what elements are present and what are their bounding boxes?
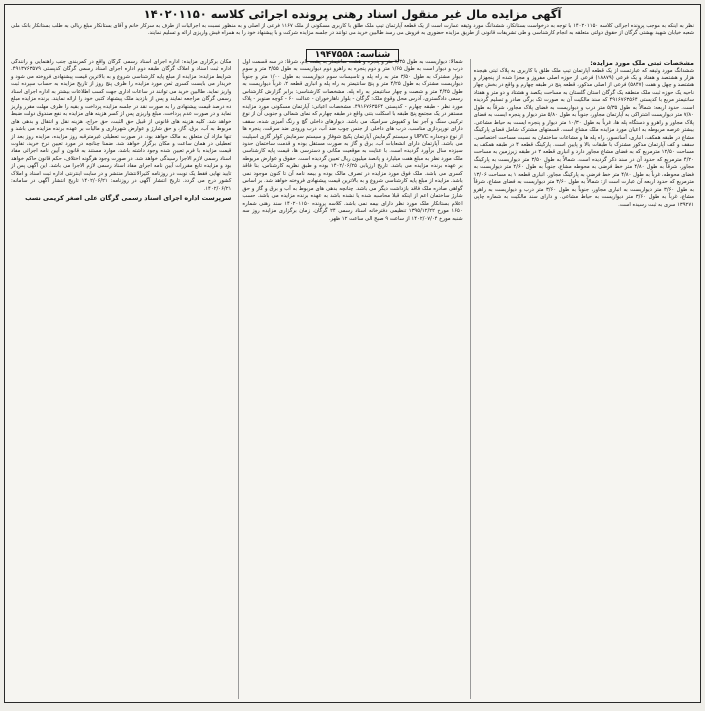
signature-line: سرپرست اداره اجرای اسناد رسمی گرگان علی اصغر کریمی نسب — [25, 194, 232, 203]
intro-paragraph: نظر به اینکه به موجب پرونده اجرائی کلاسه ۱۴۰۲۰۱۱۵۰ با توجه به درخواست بستانکار، ششدانگ مورد وثیقه عمارت است از یک قطعه آپارتمان تیپ ملک طلق با کاربری مسکونی از ملک ۱۱۶۷ فرعی از اصلی و به منظور نسبت به اجرائیات از طرف به سرکار خانم و آقای بستانکار مبلغ ریالی به طلب بستانکار بانک ملی شعبه خیابان شهید بهشتی گرگان از حقوق دولتی متعلقه به انجام کارشناسی و طی تشریفات قانونی از طریق مزایده حضوری به فروش می رسد طالبین خرید می توانند در جلسه مزایده شرکت و با پیشنهاد خود را به همراه فیش واریزی ارائه و تسلیم نمایند. — [11, 23, 694, 37]
column-middle — [238, 59, 465, 699]
column-text: شمالاً: دیواریست به طول ۷/۳۵ متر و پنجره و هشت سانتیمتر به پشت بام، شرقاً: در سه قسمت اول درب و دیوار است به طول ۱/۶۵ متر و دوم پنجره به راهرو دوم دیواریست به طول ۳/۵۵ متر و سوم دیوار مشترک به طول ۳/۵۰ متر به راه پله و تاسیسات سوم دیواریست به طول ۱/۰۰ متر و جنوباً دیواریست مشترک به طول ۴/۲۵ متر و پنج سانتیمتر به راه پله و انباری قطعه ۲، غرباً دیواریست به طول ۴/۴۵ متر و شصت و چهار سانتیمتر به راه پله. مشخصات کارشناسی: برابر گزارش کارشناس رسمی دادگستری، آدرس محل وقوع ملک: گرگان - بلوار ناهارخوران - عدالت ۶۰ - کوچه صنوبر - پلاک مورد نظر - طبقه چهارم - کدپستی ۴۹۱۶۷۶۳۵۶۴. مشخصات اعیانی: آپارتمان مسکونی مورد مزایده مستقر در یک مجتمع پنج طبقه با اسکلت بتنی واقع در طبقه چهارم که نمای شمالی و جنوبی آن از نوع ترکیبی سنگ و آجر نما و کفپوش سرامیک می باشد. دیوارهای داخلی گچ و رنگ آمیزی شده، سقف دارای نورپردازی مناسب، درب های داخلی از جنس چوب ضد آب، درب ورودی ضد سرقت، پنجره ها از نوع دوجداره UPVC و سیستم گرمایش آپارتمان پکیج شوفاژ و سیستم سرمایش کولر گازی اسپلیت می باشد. آپارتمان دارای انشعابات آب، برق و گاز به صورت مستقل بوده و قدمت ساختمان حدود سیزده سال برآورد گردیده است. با عنایت به موقعیت مکانی و دسترسی ها، قیمت پایه کارشناسی ملک مورد نظر به مبلغ هفت میلیارد و پانصد میلیون ریال تعیین گردیده است. حقوق و عوارض مربوطه بر عهده برنده مزایده می باشد. تاریخ ارزیابی ۱۴۰۲/۰۶/۲۵ بوده و طبق نظریه کارشناس، بنا فاقد کسری می باشد. ملک فوق مورد مزایده در تصرف مالک بوده و بیمه نامه آن تا کنون موجود نمی باشد. مزایده از مبلغ پایه کارشناسی شروع و به بالاترین قیمت پیشنهادی فروخته خواهد شد. بر اساس گواهی صادره ملک فاقد بازداشت دیگر می باشد. چنانچه بدهی های مربوط به آب و برق و گاز و حق شارژ ساختمان اعم از اینکه قبلا محاسبه شده یا نشده باشد به عهده برنده مزایده می باشد. حسب اعلام بستانکار ملک مورد نظر دارای بیمه نمی باشد. کلاسه پرونده ۱۴۰۲۰۱۱۵۰ سند رهنی شماره ۱۶۵۰ مورخ ۱۳۹۵/۱۲/۲۲ تنظیمی دفترخانه اسناد رسمی ۲۴ گرگان. زمان برگزاری مزایده روز سه شنبه مورخ ۱۴۰۲/۰۷/۰۴ از ساعت ۹ صبح الی ساعت ۱۲ ظهر. — [242, 59, 463, 222]
ad-title: آگهی مزایده مال غیر منقول اسناد رهنی پرونده اجرائی کلاسه ۱۴۰۲۰۱۱۵۰ — [143, 7, 562, 21]
column-left — [8, 59, 234, 699]
column-right — [470, 59, 697, 699]
column-text: مکان برگزاری مزایده: اداره اجرای اسناد رسمی گرگان واقع در کمربندی جنب راهنمایی و رانندگی اداره ثبت اسناد و املاک گرگان طبقه دوم اداره اجرای اسناد رسمی گرگان کدپستی ۴۹۱۳۷۶۳۵۷۹. شرایط مزایده: مزایده از مبلغ پایه کارشناسی شروع و به بالاترین قیمت پیشنهادی فروخته می شود و خریدار می بایست کسری ثمن مورد مزایده را ظرف پنج روز از تاریخ مزایده به حساب سپرده ثبت واریز نماید. طالبین خرید می توانند در ساعات اداری جهت کسب اطلاعات بیشتر به اداره اجرای اسناد رسمی گرگان مراجعه نمایند و پس از بازدید ملک پیشنهاد کتبی خود را ارائه نمایند. برنده مزایده مبلغ ده درصد قیمت پیشنهادی را به صورت نقد در جلسه مزایده پرداخت و بقیه را ظرف مهلت مقرر واریز نماید و در صورت عدم پرداخت، مبلغ واریزی پس از کسر هزینه های مزایده به نفع صندوق دولت ضبط خواهد شد. کلیه هزینه های قانونی از قبیل حق الثبت، حق حراج، هزینه نقل و انتقال و بدهی های مربوط به آب، برق، گاز، و حق شارژ و عوارض شهرداری و مالیات بر عهده برنده مزایده می باشد و تنها مازاد آن متعلق به مالک خواهد بود. در صورت تعطیلی غیرمترقبه روز مزایده، مزایده روز بعد از تعطیلی در همان ساعت و مکان برگزار خواهد شد. ضمنا چنانچه در مورد تعیین نرخ خرید، تفاوت قیمت مزایده با فرم تعیین شده وجود داشته باشد، موارد مستند به قانون و آیین نامه اجرائی مفاد اسناد رسمی لازم الاجرا رسیدگی خواهد شد. در صورت وجود هرگونه اختلاف، حکم قانون حاکم خواهد بود و مزایده تابع مقررات آیین نامه اجرای مفاد اسناد رسمی لازم الاجرا می باشد. این آگهی پس از تایید نهایی فقط یک نوبت در روزنامه کثیرالانتشار منتشر و در سایت اینترنتی اداره ثبت اسناد و املاک کشور درج می گردد. تاریخ انتشار آگهی در روزنامه: ۱۴۰۲/۰۶/۲۱ تاریخ انتشار آگهی در سامانه: ۱۴۰۲/۰۶/۲۱. — [11, 59, 232, 192]
column-text: ششدانگ مورد وثیقه که عبارتست از یک قطعه آپارتمان تیپ ملک طلق با کاربری به پلاک ثبتی هیجده هزار و هشتصد و هفتاد و یک فرعی (۱۸۸۷۹) فرعی از حوزه اصلی مفروز و مجزا شده از پنجهزار و هشتصد و چهل و هفت (۵۸۴۷) فرعی از اصلی مذکور، قطعه پنج در طبقه چهارم و واقع در بخش چهار ناحیه یک حوزه ثبت ملک منطقه یک گرگان استان گلستان به مساحت یکصد و هشتاد و دو متر و هفتاد سانتیمتر مربع با کدپستی ۴۹۱۶۷۶۳۵۶۴ که سند مالکیت آن به صورت تک برگی صادر و تسلیم گردیده است. حدود اربعه: شمالاً به طول ۵/۳۵ متر درب و دیواریست به فضای پلاک مجاور، شرقاً به طول ۷/۸۰ متر دیواریست اشتراکی به آپارتمان مجاور، جنوباً به طول ۵/۸۰ متر دیوار و پنجره ایست به فضای پلاک مجاور و راهرو و دستگاه پله ها، غرباً به طول ۱۰/۳۰ متر دیوار و پنجره ایست به حیاط مشاعی. بیشتر عرصه مربوطه به اعیان مورد مزایده ملک مشاع است. قسمتهای مشترک شامل فضای پارکینگ مشاع در طبقه همکف، انباری، آسانسور، راه پله ها و مشاعات ساختمان به نسبت مساحت اختصاصی. سقف و کف آپارتمان مذکور مشترک با طبقات بالا و پایین است. پارکینگ قطعه ۴ در طبقه همکف به مساحت ۱۲/۵۰ مترمربع که به فضای مشاع مجاور دارد و انباری قطعه ۲ در طبقه زیرزمین به مساحت ۴/۲۰ مترمربع که حدود آن در سند ذکر گردیده است. شمالاً به طول ۳/۵۰ متر دیواریست به پارکینگ مجاور، شرقاً به طول ۴/۸۰ متر خط فرضی به محوطه مشاع، جنوباً به طول ۲/۶۰ متر دیواریست به فضای محوطه، غرباً به طول ۴/۸۰ متر خط فرضی به پارکینگ مجاور. انباری قطعه ۱ به مساحت ۱۳/۰۶ مترمربع که حدود اربعه آن عبارت است از: شمالاً به طول ۳/۶۰ متر دیواریست به فضای مشاع، شرقاً به طول ۳/۶۰ متر دیواریست به انباری مجاور، جنوباً به طول ۳/۶۰ متر درب و دیواریست به راهرو مشاع، غرباً به طول ۳/۶۰ متر دیواریست به حیاط مشاعی. و دارای سند مالکیت به شماره چاپی ۱۳۹۲۷۱ سری به ثبت رسیده است. — [473, 67, 695, 208]
columns — [8, 59, 697, 699]
ad-page — [4, 4, 701, 703]
stamp-row — [5, 45, 700, 58]
section-heading: مشخصات ثبتی ملک مورد مزایده: — [590, 59, 694, 67]
stamp-badge: شناسه: ۱۹۴۷۵۵۸ — [306, 49, 399, 62]
